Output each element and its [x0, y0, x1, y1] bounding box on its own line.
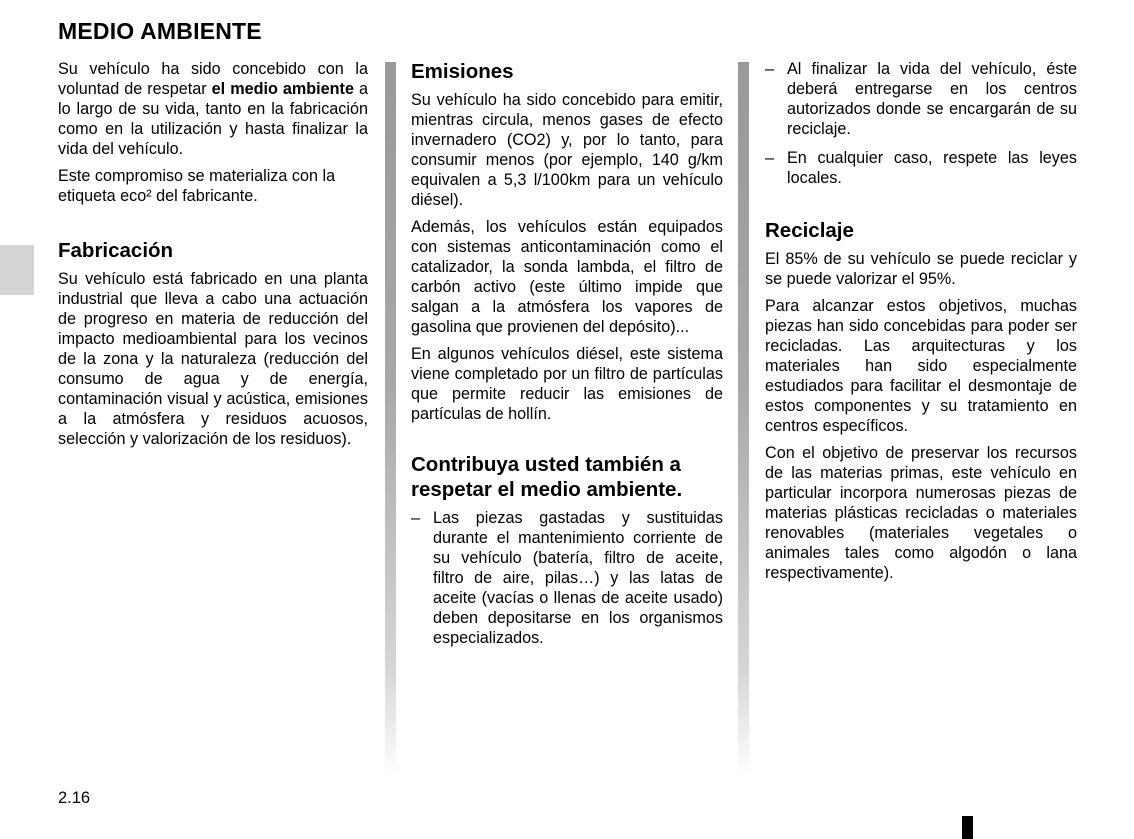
section-heading-reciclaje: Reciclaje [765, 219, 854, 242]
column-divider [738, 62, 749, 777]
intro-text-end: a lo largo de su vida, tanto en la fabricación como en la utilización y hasta finalizar la vida del vehículo. [58, 80, 368, 158]
section-tab-marker [0, 245, 34, 295]
intro-paragraph-2: Este compromiso se materializa con la etiqueta eco² del fabricante. [58, 167, 336, 205]
reciclaje-paragraph: El 85% de su vehículo se puede reciclar y se puede valorizar el 95%. [765, 250, 1077, 288]
dash-bullet: – [765, 149, 775, 167]
intro-text-bold: el medio ambiente [211, 80, 354, 98]
list-item-text: En cualquier caso, respete las leyes locales. [787, 149, 1077, 187]
dash-bullet: – [411, 509, 421, 527]
section-heading-fabricacion: Fabricación [58, 239, 174, 262]
page-number: 2.16 [58, 789, 91, 807]
reciclaje-paragraph: Con el objetivo de preservar los recursos de las materias primas, este vehículo en particular incorpora numerosas piezas de materias plásticas recicladas o materiales renovables (materiales vegetales o animales tales como algodón o lana respectivamente). [765, 444, 1077, 582]
section-heading-emisiones: Emisiones [411, 60, 514, 83]
list-item [411, 508, 723, 648]
column-right [765, 59, 1077, 590]
emisiones-paragraph: Además, los vehículos están equipados con sistemas anticontaminación como el catalizador, la sonda lambda, el filtro de carbón activo (este último impide que salgan a la atmósfera los vapores de gasolina que provienen del depósito)... [411, 218, 723, 336]
page-title: MEDIO AMBIENTE [58, 18, 262, 44]
intro-paragraph [58, 59, 368, 159]
list-item-text: Al finalizar la vida del vehículo, éste deberá entregarse en los centros autorizados donde se encargarán de su reciclaje. [787, 60, 1077, 138]
reciclaje-paragraph: Para alcanzar estos objetivos, muchas piezas han sido concebidas para poder ser recicladas. Las arquitecturas y los materiales han sido especialmente estudiados para facilitar el desmontaje de estos componentes y su tratamiento en centros específicos. [765, 297, 1077, 435]
column-left [58, 59, 368, 456]
list-item-text: Las piezas gastadas y sustituidas durante el mantenimiento corriente de su vehículo (batería, filtro de aceite, filtro de aire, pilas…) y las latas de aceite (vacías o llenas de aceite usado) deben depositarse en los organismos especializados. [433, 509, 723, 647]
column-middle [411, 59, 723, 657]
fabricacion-paragraph: Su vehículo está fabricado en una planta industrial que lleva a cabo una actuación de progreso en materia de reducción del impacto medioambiental para los vecinos de la zona y la naturaleza (reducción del consumo de agua y de energía, contaminación visual y acústica, emisiones a la atmósfera y residuos acuosos, selección y valorización de los residuos). [58, 270, 368, 448]
list-item [765, 59, 1077, 139]
emisiones-paragraph: En algunos vehículos diésel, este sistema viene completado por un filtro de partículas que permite reducir las emisiones de partículas de hollín. [411, 345, 723, 423]
list-item [765, 148, 1077, 188]
page-corner-mark [962, 816, 973, 839]
emisiones-paragraph: Su vehículo ha sido concebido para emitir, mientras circula, menos gases de efecto invernadero (CO2) y, por lo tanto, para consumir menos (por ejemplo, 140 g/km equivalen a 5,3 l/100km para un vehículo diésel). [411, 91, 723, 209]
section-heading-contribuya: Contribuya usted también a respetar el medio ambiente. [411, 453, 683, 501]
dash-bullet: – [765, 60, 775, 78]
intro-text-start: Su vehículo ha sido concebido con la voluntad de respetar [58, 60, 368, 98]
column-divider [385, 62, 396, 777]
